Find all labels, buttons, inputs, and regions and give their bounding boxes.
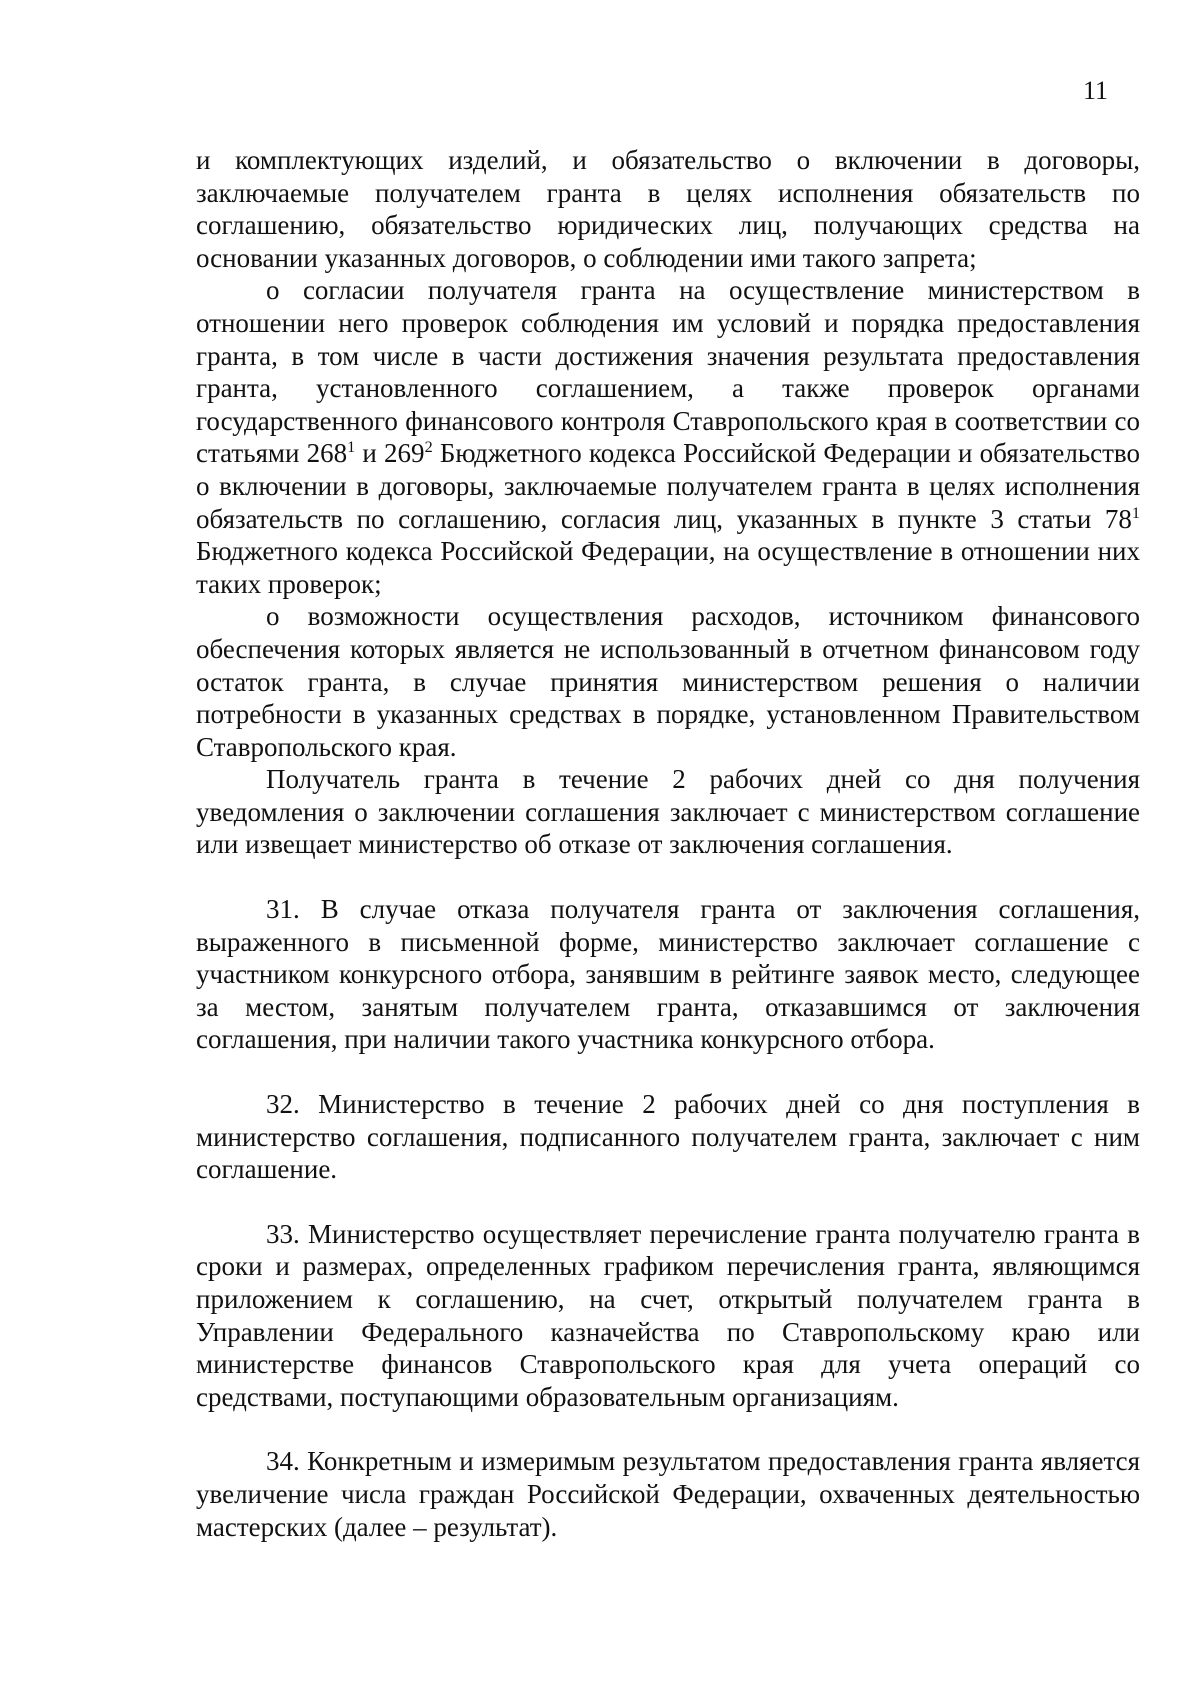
text-run: Получатель гранта в течение 2 рабочих дней со дня получения уведомления о заключении соглашения заключает с министерством соглашение или извещает министерство об отказе от заключения соглашения. bbox=[196, 764, 1140, 860]
text-run: 31. В случае отказа получателя гранта от заключения соглашения, выраженного в письменной форме, министерство заключает соглашение с участником конкурсного отбора, занявшим в рейтинге заявок место, следующее за местом, занятым получателем гранта, отказавшимся от заключения соглашения, при наличии такого участника конкурсного отбора. bbox=[196, 894, 1140, 1055]
paragraph-p7 bbox=[196, 1218, 1140, 1414]
text-run: Бюджетного кодекса Российской Федерации, на осуществление в отношении них таких проверок; bbox=[196, 536, 1140, 599]
text-run: 34. Конкретным и измеримым результатом предоставления гранта является увеличение числа граждан Российской Федерации, охваченных деятельностью мастерских (далее – результат). bbox=[196, 1446, 1140, 1542]
text-run: Бюджетного кодекса Российской Федерации и обязательство о включении в договоры, заключаемые получателем гранта в целях исполнения обязательств по соглашению, согласия лиц, указанных в пункте 3 статьи 78 bbox=[196, 438, 1141, 534]
paragraph-p4 bbox=[196, 763, 1140, 861]
paragraph-p5 bbox=[196, 893, 1140, 1056]
paragraph-p2 bbox=[196, 274, 1140, 600]
superscript: 1 bbox=[347, 438, 356, 457]
paragraph-p8 bbox=[196, 1445, 1140, 1543]
text-run: и комплектующих изделий, и обязательство о включении в договоры, заключаемые получателем гранта в целях исполнения обязательств по соглашению, обязательство юридических лиц, получающих средства на основании указанных договоров, о соблюдении ими такого запрета; bbox=[196, 145, 1140, 273]
document-body bbox=[196, 144, 1140, 1543]
page-number: 11 bbox=[1082, 76, 1108, 105]
superscript: 2 bbox=[424, 438, 433, 457]
text-run: и 269 bbox=[355, 438, 425, 469]
text-run: 32. Министерство в течение 2 рабочих дней со дня поступления в министерство соглашения, подписанного получателем гранта, заключает с ним соглашение. bbox=[196, 1089, 1140, 1185]
paragraph-p6 bbox=[196, 1088, 1140, 1186]
paragraph-p1 bbox=[196, 144, 1140, 274]
text-run: 33. Министерство осуществляет перечисление гранта получателю гранта в сроки и размерах, определенных графиком перечисления гранта, являющимся приложением к соглашению, на счет, открытый получателем гранта в Управлении Федерального казначейства по Ставропольскому краю или министерстве финансов Ставропольского края для учета операций со средствами, поступающими образовательным организациям. bbox=[196, 1218, 1140, 1412]
text-run: о согласии получателя гранта на осуществление министерством в отношении него проверок соблюдения им условий и порядка предоставления гранта, в том числе в части достижения значения результата предоставления гранта, установленного соглашением, а также проверок органами государственного финансового контроля Ставропольского края в соответствии со статьями 268 bbox=[196, 275, 1140, 469]
paragraph-p3 bbox=[196, 600, 1140, 763]
text-run: о возможности осуществления расходов, источником финансового обеспечения которых является не использованный в отчетном финансовом году остаток гранта, в случае принятия министерством решения о наличии потребности в указанных средствах в порядке, установленном Правительством Ставропольского края. bbox=[196, 601, 1140, 762]
superscript: 1 bbox=[1131, 503, 1140, 522]
